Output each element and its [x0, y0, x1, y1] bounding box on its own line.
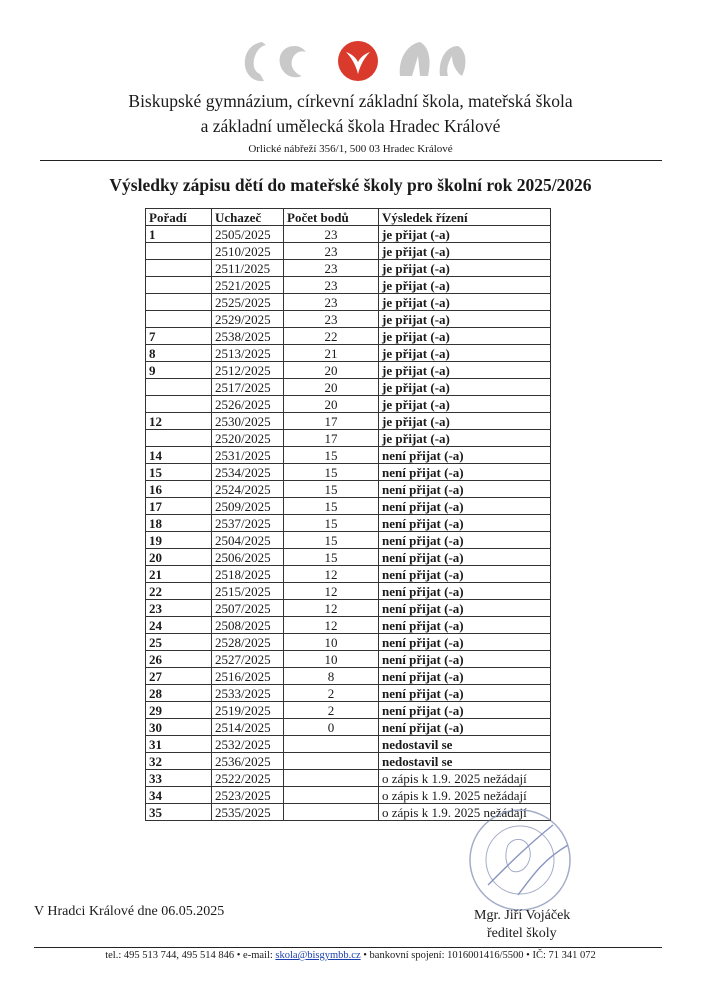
cell-uchazec: 2512/2025 — [212, 362, 284, 379]
table-row — [146, 600, 551, 617]
cell-uchazec: 2518/2025 — [212, 566, 284, 583]
cell-poradi — [146, 430, 212, 447]
cell-vysledek: je přijat (-a) — [379, 277, 551, 294]
cell-vysledek: je přijat (-a) — [379, 396, 551, 413]
logo-symbol-5 — [440, 46, 466, 76]
cell-uchazec: 2515/2025 — [212, 583, 284, 600]
table-row — [146, 226, 551, 243]
school-address: Orlické nábřeží 356/1, 500 03 Hradec Králové — [248, 143, 453, 155]
signatory-role: ředitel školy — [487, 926, 557, 941]
cell-vysledek: není přijat (-a) — [379, 583, 551, 600]
cell-pocet-bodu: 15 — [284, 464, 379, 481]
cell-vysledek: není přijat (-a) — [379, 617, 551, 634]
cell-poradi — [146, 277, 212, 294]
cell-vysledek: je přijat (-a) — [379, 260, 551, 277]
cell-pocet-bodu: 15 — [284, 532, 379, 549]
footer-email-link[interactable]: skola@bisgymbb.cz — [275, 950, 361, 961]
table-row — [146, 498, 551, 515]
cell-vysledek: je přijat (-a) — [379, 362, 551, 379]
table-row — [146, 702, 551, 719]
table-row — [146, 447, 551, 464]
cell-uchazec: 2538/2025 — [212, 328, 284, 345]
cell-poradi: 25 — [146, 634, 212, 651]
cell-poradi: 31 — [146, 736, 212, 753]
logo-symbol-1 — [245, 42, 266, 81]
cell-uchazec: 2522/2025 — [212, 770, 284, 787]
cell-vysledek: není přijat (-a) — [379, 634, 551, 651]
footer-tel: tel.: 495 513 744, 495 514 846 • e-mail: — [105, 950, 276, 961]
cell-poradi: 14 — [146, 447, 212, 464]
cell-vysledek: není přijat (-a) — [379, 481, 551, 498]
cell-uchazec: 2531/2025 — [212, 447, 284, 464]
cell-uchazec: 2509/2025 — [212, 498, 284, 515]
cell-pocet-bodu — [284, 804, 379, 821]
header-divider — [40, 160, 662, 161]
cell-pocet-bodu: 23 — [284, 294, 379, 311]
cell-pocet-bodu: 0 — [284, 719, 379, 736]
cell-vysledek: o zápis k 1.9. 2025 nežádají — [379, 787, 551, 804]
table-row — [146, 668, 551, 685]
cell-poradi — [146, 396, 212, 413]
footer-divider — [34, 947, 662, 948]
cell-vysledek: není přijat (-a) — [379, 515, 551, 532]
cell-pocet-bodu: 12 — [284, 617, 379, 634]
cell-vysledek: není přijat (-a) — [379, 566, 551, 583]
cell-uchazec: 2513/2025 — [212, 345, 284, 362]
cell-uchazec: 2536/2025 — [212, 753, 284, 770]
cell-poradi: 12 — [146, 413, 212, 430]
table-row — [146, 294, 551, 311]
cell-pocet-bodu: 23 — [284, 226, 379, 243]
cell-pocet-bodu: 15 — [284, 447, 379, 464]
table-row — [146, 260, 551, 277]
cell-vysledek: není přijat (-a) — [379, 702, 551, 719]
table-row — [146, 787, 551, 804]
table-row — [146, 685, 551, 702]
cell-uchazec: 2528/2025 — [212, 634, 284, 651]
cell-poradi: 30 — [146, 719, 212, 736]
cell-pocet-bodu: 15 — [284, 481, 379, 498]
cell-vysledek: je přijat (-a) — [379, 345, 551, 362]
table-row — [146, 770, 551, 787]
cell-uchazec: 2529/2025 — [212, 311, 284, 328]
cell-pocet-bodu: 23 — [284, 243, 379, 260]
cell-poradi: 29 — [146, 702, 212, 719]
cell-poradi: 27 — [146, 668, 212, 685]
cell-pocet-bodu: 15 — [284, 549, 379, 566]
table-row — [146, 549, 551, 566]
cell-vysledek: není přijat (-a) — [379, 532, 551, 549]
cell-pocet-bodu: 12 — [284, 583, 379, 600]
place-and-date: V Hradci Králové dne 06.05.2025 — [34, 904, 225, 919]
cell-poradi: 20 — [146, 549, 212, 566]
header-pocet-bodu: Počet bodů — [284, 209, 379, 226]
table-row — [146, 515, 551, 532]
table-row — [146, 243, 551, 260]
table-row — [146, 311, 551, 328]
header-vysledek: Výsledek řízení — [379, 209, 551, 226]
cell-vysledek: o zápis k 1.9. 2025 nežádají — [379, 804, 551, 821]
school-name-line2: a základní umělecká škola Hradec Králové — [200, 116, 501, 136]
cell-vysledek: je přijat (-a) — [379, 243, 551, 260]
cell-pocet-bodu: 12 — [284, 566, 379, 583]
cell-uchazec: 2525/2025 — [212, 294, 284, 311]
logo-symbol-3 — [338, 41, 378, 81]
cell-uchazec: 2508/2025 — [212, 617, 284, 634]
cell-uchazec: 2526/2025 — [212, 396, 284, 413]
cell-pocet-bodu: 2 — [284, 702, 379, 719]
table-row — [146, 753, 551, 770]
cell-uchazec: 2532/2025 — [212, 736, 284, 753]
cell-pocet-bodu: 8 — [284, 668, 379, 685]
cell-poradi: 32 — [146, 753, 212, 770]
footer-contact — [0, 950, 701, 961]
cell-vysledek: není přijat (-a) — [379, 668, 551, 685]
table-row — [146, 430, 551, 447]
cell-pocet-bodu: 21 — [284, 345, 379, 362]
cell-vysledek: nedostavil se — [379, 736, 551, 753]
cell-pocet-bodu: 22 — [284, 328, 379, 345]
cell-pocet-bodu: 12 — [284, 600, 379, 617]
cell-poradi: 1 — [146, 226, 212, 243]
cell-uchazec: 2510/2025 — [212, 243, 284, 260]
signatory-name: Mgr. Jiří Vojáček — [474, 908, 571, 923]
school-logo — [240, 36, 470, 86]
cell-pocet-bodu — [284, 787, 379, 804]
logo-symbol-2 — [280, 46, 306, 77]
document-title: Výsledky zápisu dětí do mateřské školy pro školní rok 2025/2026 — [109, 175, 592, 195]
cell-vysledek: je přijat (-a) — [379, 328, 551, 345]
cell-uchazec: 2506/2025 — [212, 549, 284, 566]
cell-pocet-bodu — [284, 736, 379, 753]
table-row — [146, 566, 551, 583]
cell-poradi — [146, 379, 212, 396]
cell-uchazec: 2523/2025 — [212, 787, 284, 804]
table-row — [146, 651, 551, 668]
cell-poradi: 23 — [146, 600, 212, 617]
header-uchazec: Uchazeč — [212, 209, 284, 226]
header-poradi: Pořadí — [146, 209, 212, 226]
cell-vysledek: o zápis k 1.9. 2025 nežádají — [379, 770, 551, 787]
cell-vysledek: není přijat (-a) — [379, 498, 551, 515]
cell-poradi: 34 — [146, 787, 212, 804]
table-row — [146, 464, 551, 481]
cell-pocet-bodu — [284, 753, 379, 770]
cell-poradi: 24 — [146, 617, 212, 634]
cell-vysledek: není přijat (-a) — [379, 600, 551, 617]
table-row — [146, 396, 551, 413]
table-row — [146, 413, 551, 430]
table-row — [146, 481, 551, 498]
cell-pocet-bodu — [284, 770, 379, 787]
cell-vysledek: není přijat (-a) — [379, 651, 551, 668]
cell-vysledek: není přijat (-a) — [379, 464, 551, 481]
cell-uchazec: 2511/2025 — [212, 260, 284, 277]
cell-pocet-bodu: 17 — [284, 413, 379, 430]
table-row — [146, 277, 551, 294]
cell-vysledek: je přijat (-a) — [379, 379, 551, 396]
table-row — [146, 379, 551, 396]
school-name-line1: Biskupské gymnázium, církevní základní škola, mateřská škola — [128, 91, 573, 111]
cell-pocet-bodu: 23 — [284, 311, 379, 328]
cell-uchazec: 2504/2025 — [212, 532, 284, 549]
cell-pocet-bodu: 20 — [284, 396, 379, 413]
table-row — [146, 532, 551, 549]
cell-pocet-bodu: 20 — [284, 379, 379, 396]
cell-poradi: 16 — [146, 481, 212, 498]
cell-uchazec: 2533/2025 — [212, 685, 284, 702]
cell-uchazec: 2521/2025 — [212, 277, 284, 294]
cell-uchazec: 2537/2025 — [212, 515, 284, 532]
table-row — [146, 345, 551, 362]
cell-poradi: 28 — [146, 685, 212, 702]
results-table — [145, 208, 551, 821]
cell-poradi: 22 — [146, 583, 212, 600]
cell-uchazec: 2507/2025 — [212, 600, 284, 617]
cell-poradi: 18 — [146, 515, 212, 532]
cell-vysledek: je přijat (-a) — [379, 311, 551, 328]
table-row — [146, 328, 551, 345]
cell-poradi: 8 — [146, 345, 212, 362]
table-row — [146, 719, 551, 736]
cell-vysledek: je přijat (-a) — [379, 226, 551, 243]
cell-vysledek: je přijat (-a) — [379, 430, 551, 447]
cell-vysledek: není přijat (-a) — [379, 685, 551, 702]
cell-vysledek: není přijat (-a) — [379, 719, 551, 736]
cell-uchazec: 2505/2025 — [212, 226, 284, 243]
cell-poradi — [146, 294, 212, 311]
cell-poradi: 17 — [146, 498, 212, 515]
cell-uchazec: 2535/2025 — [212, 804, 284, 821]
cell-vysledek: je přijat (-a) — [379, 294, 551, 311]
cell-uchazec: 2534/2025 — [212, 464, 284, 481]
cell-vysledek: je přijat (-a) — [379, 413, 551, 430]
cell-pocet-bodu: 2 — [284, 685, 379, 702]
table-row — [146, 736, 551, 753]
cell-poradi: 26 — [146, 651, 212, 668]
cell-poradi: 33 — [146, 770, 212, 787]
cell-pocet-bodu: 15 — [284, 498, 379, 515]
cell-pocet-bodu: 10 — [284, 651, 379, 668]
cell-uchazec: 2517/2025 — [212, 379, 284, 396]
cell-poradi: 35 — [146, 804, 212, 821]
cell-uchazec: 2519/2025 — [212, 702, 284, 719]
table-row — [146, 634, 551, 651]
cell-poradi: 19 — [146, 532, 212, 549]
cell-uchazec: 2516/2025 — [212, 668, 284, 685]
cell-vysledek: nedostavil se — [379, 753, 551, 770]
school-stamp-icon — [458, 805, 598, 915]
table-row — [146, 583, 551, 600]
cell-uchazec: 2527/2025 — [212, 651, 284, 668]
cell-uchazec: 2524/2025 — [212, 481, 284, 498]
cell-poradi — [146, 260, 212, 277]
table-header-row — [146, 209, 551, 226]
cell-vysledek: není přijat (-a) — [379, 549, 551, 566]
cell-pocet-bodu: 17 — [284, 430, 379, 447]
cell-uchazec: 2530/2025 — [212, 413, 284, 430]
cell-poradi: 9 — [146, 362, 212, 379]
cell-pocet-bodu: 20 — [284, 362, 379, 379]
table-row — [146, 617, 551, 634]
cell-poradi: 21 — [146, 566, 212, 583]
cell-vysledek: není přijat (-a) — [379, 447, 551, 464]
cell-poradi: 7 — [146, 328, 212, 345]
logo-symbol-4 — [400, 42, 430, 76]
cell-pocet-bodu: 23 — [284, 260, 379, 277]
cell-poradi — [146, 311, 212, 328]
cell-poradi: 15 — [146, 464, 212, 481]
cell-pocet-bodu: 23 — [284, 277, 379, 294]
footer-bank-ico: • bankovní spojení: 1016001416/5500 • IČ: 71 341 072 — [360, 950, 596, 961]
cell-poradi — [146, 243, 212, 260]
cell-uchazec: 2520/2025 — [212, 430, 284, 447]
cell-uchazec: 2514/2025 — [212, 719, 284, 736]
cell-pocet-bodu: 10 — [284, 634, 379, 651]
cell-pocet-bodu: 15 — [284, 515, 379, 532]
table-row — [146, 362, 551, 379]
